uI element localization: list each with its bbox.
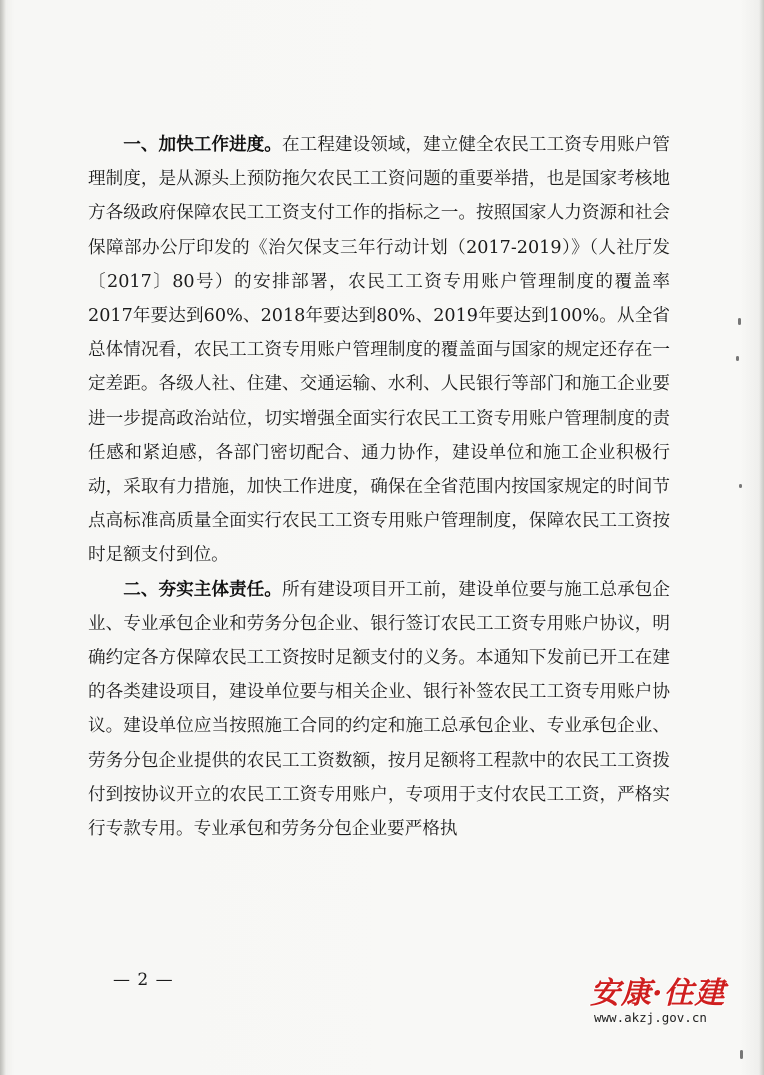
paragraph-1: [88, 128, 670, 573]
scan-speck: [738, 318, 741, 325]
page-number: — 2 —: [113, 970, 174, 990]
paragraph-2-text: 所有建设项目开工前，建设单位要与施工总承包企业、专业承包企业和劳务分包企业、银行签订农民工工资专用账户协议，明确约定各方保障农民工工资按时足额支付的义务。本通知下发前已开工在建的各类建设项目，建设单位要与相关企业、银行补签农民工工资专用账户协议。建设单位应当按照施工合同的约定和施工总承包企业、专业承包企业、劳务分包企业提供的农民工工资数额，按月足额将工程款中的农民工工资拨付到按协议开立的农民工工资专用账户，专项用于支付农民工工资，严格实行专款专用。专业承包和劳务分包企业要严格执: [88, 579, 670, 840]
paragraph-2-heading: 二、夯实主体责任。: [123, 579, 282, 600]
scan-edge-left: [0, 0, 6, 1075]
scan-speck: [739, 484, 742, 488]
paragraph-1-heading: 一、加快工作进度。: [123, 135, 282, 155]
scan-speck: [736, 356, 739, 361]
watermark-name: 安康·住建: [590, 976, 726, 1011]
scan-speck: [740, 1050, 743, 1059]
paragraph-1-text: 在工程建设领域，建立健全农民工工资专用账户管理制度，是从源头上预防拖欠农民工工资问题的重要举措，也是国家考核地方各级政府保障农民工工资支付工作的指标之一。按照国家人力资源和社会保障部办公厅印发的《治欠保支三年行动计划（2017-2019）》（人社厅发〔2017〕80号）的安排部署，农民工工资专用账户管理制度的覆盖率2017年要达到60%、2018年要达到80%、2019年要达到100%。从全省总体情况看，农民工工资专用账户管理制度的覆盖面与国家的规定还存在一定差距。各级人社、住建、交通运输、水利、人民银行等部门和施工企业要进一步提高政治站位，切实增强全面实行农民工工资专用账户管理制度的责任感和紧迫感，各部门密切配合、通力协作，建设单位和施工企业积极行动，采取有力措施，加快工作进度，确保在全省范围内按国家规定的时间节点高标准高质量全面实行农民工工资专用账户管理制度，保障农民工工资按时足额支付到位。: [88, 135, 670, 566]
paragraph-2: [88, 573, 670, 847]
site-watermark: [590, 960, 760, 1040]
document-body: [88, 128, 670, 846]
scan-edge-right: [759, 0, 764, 1075]
watermark-url: www.akzj.gov.cn: [594, 1010, 707, 1025]
